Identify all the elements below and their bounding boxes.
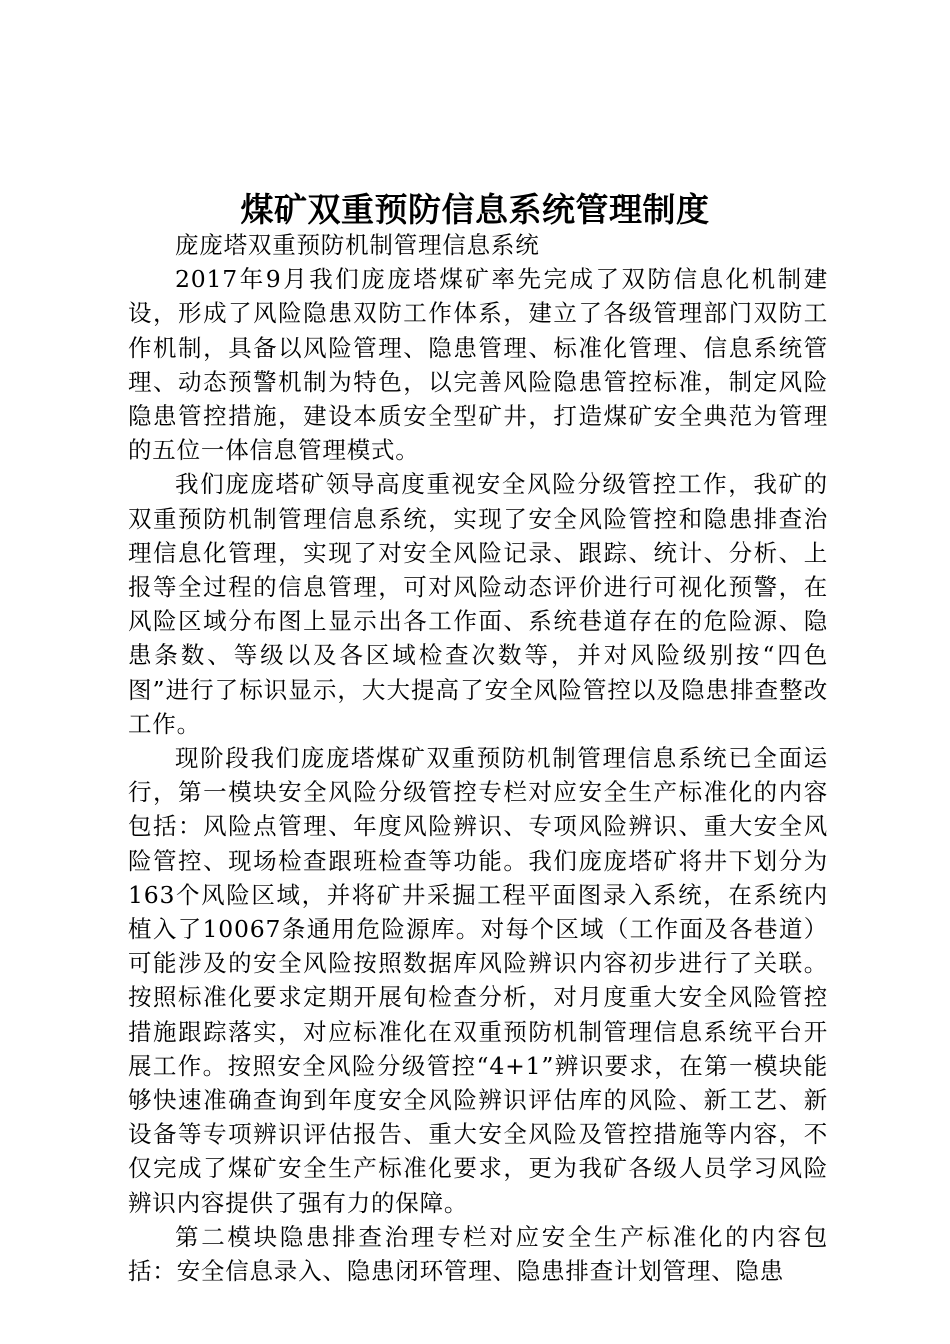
paragraph-leadership: 我们庞庞塔矿领导高度重视安全风险分级管控工作，我矿的双重预防机制管理信息系统，实现了安全风险管控和隐患排查治理信息化管理，实现了对安全风险记录、跟踪、统计、分析、上报等全过程的信息管理，可对风险动态评价进行可视化预警，在风险区域分布图上显示出各工作面、系统巷道存在的危险源、隐患条数、等级以及各区域检查次数等，并对风险级别按“四色图”进行了标识显示，大大提高了安全风险管控以及隐患排查整改工作。 (128, 470, 828, 738)
paragraph-module-two: 第二模块隐患排查治理专栏对应安全生产标准化的内容包括：安全信息录入、隐患闭环管理、隐患排查计划管理、隐患 (128, 1222, 828, 1286)
paragraph-intro: 2017年9月我们庞庞塔煤矿率先完成了双防信息化机制建设，形成了风险隐患双防工作体系，建立了各级管理部门双防工作机制，具备以风险管理、隐患管理、标准化管理、信息系统管理、动态预警机制为特色，以完善风险隐患管控标准，制定风险隐患管控措施，建设本质安全型矿井，打造煤矿安全典范为管理的五位一体信息管理模式。 (128, 265, 828, 465)
paragraph-subtitle: 庞庞塔双重预防机制管理信息系统 (175, 231, 540, 259)
paragraph-module-one: 现阶段我们庞庞塔煤矿双重预防机制管理信息系统已全面运行，第一模块安全风险分级管控专栏对应安全生产标准化的内容包括：风险点管理、年度风险辨识、专项风险辨识、重大安全风险管控、现场检查跟班检查等功能。我们庞庞塔矿将井下划分为163个风险区域，并将矿井采掘工程平面图录入系统，在系统内植入了10067条通用危险源库。对每个区域（工作面及各巷道）可能涉及的安全风险按照数据库风险辨识内容初步进行了关联。按照标准化要求定期开展旬检查分析，对月度重大安全风险管控措施跟踪落实，对应标准化在双重预防机制管理信息系统平台开展工作。按照安全风险分级管控“4+1”辨识要求，在第一模块能够快速准确查询到年度安全风险辨识评估库的风险、新工艺、新设备等专项辨识评估报告、重大安全风险及管控措施等内容，不仅完成了煤矿安全生产标准化要求，更为我矿各级人员学习风险辨识内容提供了强有力的保障。 (128, 744, 828, 1217)
document-body (128, 228, 828, 1288)
document-title: 煤矿双重预防信息系统管理制度 (240, 190, 710, 229)
